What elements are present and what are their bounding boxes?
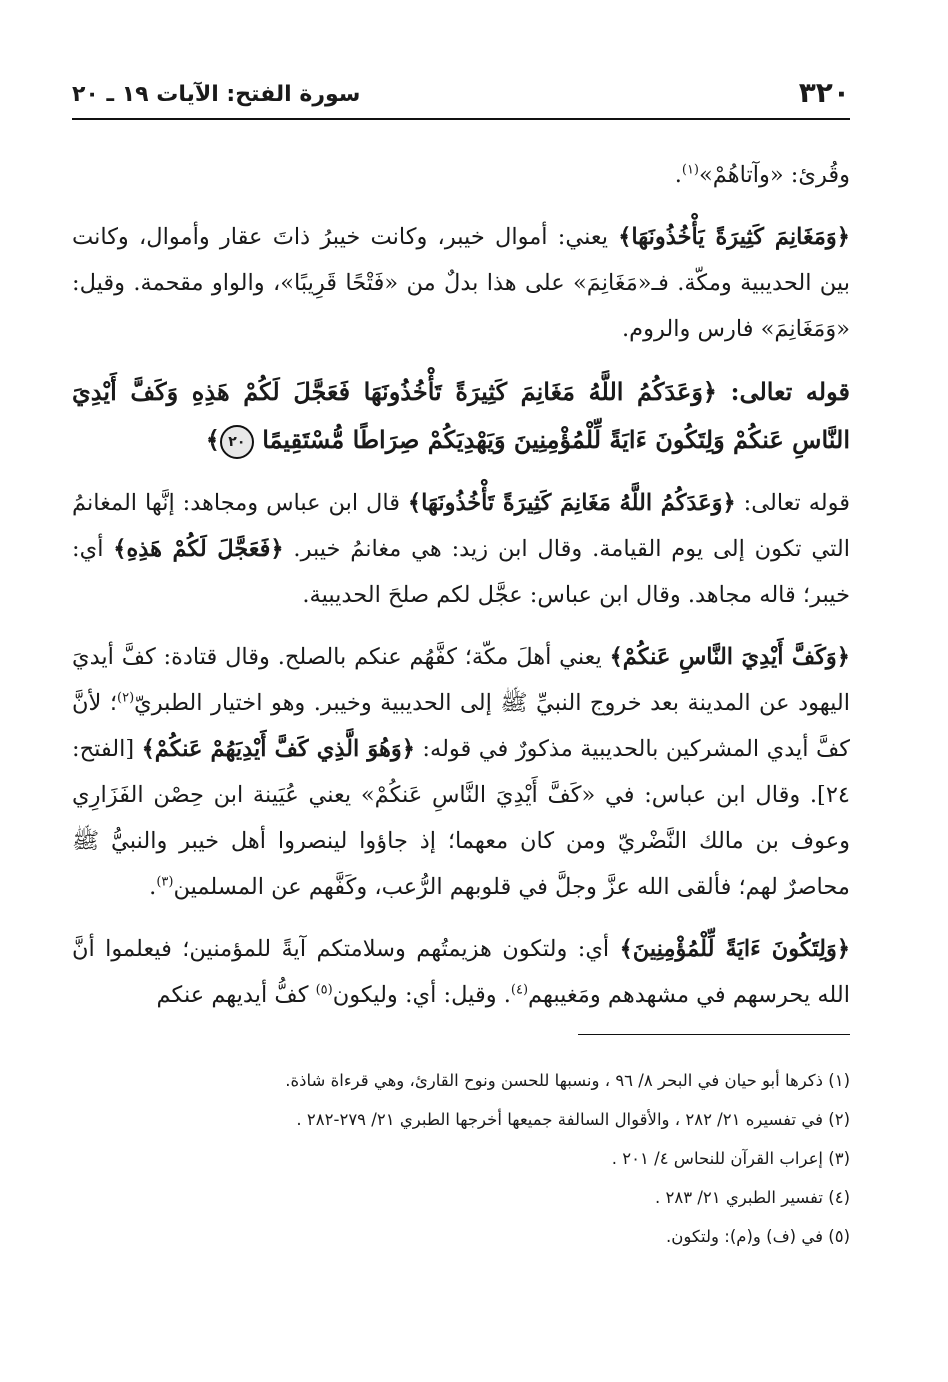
footnote-1: (١) ذكرها أبو حيان في البحر ٨/ ٩٦ ، ونسبها للحسن ونوح القارئ، وهي قرءاة شاذة. [285, 1071, 850, 1090]
footnote-2: (٢) في تفسيره ٢١/ ٢٨٢ ، والأقوال السالفة جميعها أخرجها الطبري ٢١/ ٢٧٩-٢٨٢ . [296, 1110, 850, 1129]
commentary-body [72, 152, 850, 1018]
verse-block: قوله تعالى: ﴿وَعَدَكُمُ اللَّهُ مَغَانِمَ كَثِيرَةً تَأْخُذُونَهَا فَعَجَّلَ لَكُمْ هَذِهِ وَكَفَّ أَيْدِيَ النَّاسِ عَنكُمْ وَلِتَكُونَ ءَايَةً لِّلْمُؤْمِنِينَ وَيَهْدِيَكُمْ صِرَاطًا مُّسْتَقِيمًا ٢٠﴾ [72, 368, 850, 464]
page-header [72, 70, 850, 120]
paragraph-sign: ﴿وَلِتَكُونَ ءَايَةً لِّلْمُؤْمِنِينَ﴾ أي: ولتكون هزيمتُهم وسلامتكم آيةً للمؤمنين؛ فيعلموا أنَّ الله يحرسهم في مشهدهم ومَغيبهم$^{(٤)}$. وقيل: أي: وليكون$^{(٥)}$ كفُّ أيديهم عنكم [72, 936, 851, 1008]
footnote-ref: (٣) [156, 874, 174, 890]
footnote-ref: (٤) [510, 982, 529, 998]
footnote-ref: (١) [681, 162, 699, 178]
quran-quote: ﴿وَهُوَ الَّذِي كَفَّ أَيْدِيَهُمْ عَنكُمْ﴾ [141, 736, 415, 762]
footnote-ref: (٥) [315, 982, 333, 998]
paragraph-maghanim: ﴿وَمَغَانِمَ كَثِيرَةً يَأْخُذُونَهَا﴾ يعني: أموال خيبر، وكانت خيبرُ ذاتَ عقار وأموال، وكانت بين الحديبية ومكّة. فـ«مَغَانِمَ» على هذا بدلٌ من «فَتْحًا قَرِيبًا»، والواو مقحمة. وقيل: «وَمَغَانِمَ» فارس والروم. [72, 224, 850, 342]
book-page [72, 70, 850, 1360]
verse-text: ﴿وَعَدَكُمُ اللَّهُ مَغَانِمَ كَثِيرَةً تَأْخُذُونَهَا فَعَجَّلَ لَكُمْ هَذِهِ وَكَفَّ أَيْدِيَ النَّاسِ عَنكُمْ وَلِتَكُونَ ءَايَةً لِّلْمُؤْمِنِينَ وَيَهْدِيَكُمْ صِرَاطًا مُّسْتَقِيمًا [72, 377, 850, 454]
footnote-ref: (٢) [117, 690, 135, 706]
paragraph-restrained-hands: ﴿وَكَفَّ أَيْدِيَ النَّاسِ عَنكُمْ﴾ يعني أهلَ مكّة؛ كفَّهُم عنكم بالصلح. وقال قتادة: كفَّ أيديَ اليهود عن المدينة بعد خروج النبيِّ ﷺ إلى الحديبية وخيبر. وهو اختيار الطبريّ$^{(٢)}$؛ لأنَّ كفَّ أيدي المشركين بالحديبية مذكورٌ في قوله: ﴿وَهُوَ الَّذِي كَفَّ أَيْدِيَهُمْ عَنكُمْ﴾ [الفتح: ٢٤]. وقال ابن عباس: في «كَفَّ أَيْدِيَ النَّاسِ عَنكُمْ» يعني عُيَينة ابن حِصْن الفَزَارِي وعوف بن مالك النَّضْريّ ومن كان معهما؛ إذ جاؤوا لينصروا أهل خيبر والنبيُّ ﷺ محاصرٌ لهم؛ فألقى الله عزَّ وجلَّ في قلوبهم الرُّعب، وكَفَّهم عن المسلمين$^{(٣)}$. [72, 644, 850, 900]
page-number: ٣٢٠ [798, 76, 850, 109]
verse-lead: قوله تعالى: [717, 377, 850, 406]
quran-quote: ﴿وَلِتَكُونَ ءَايَةً لِّلْمُؤْمِنِينَ﴾ [619, 936, 851, 962]
paragraph-reading: وقُرئ: «وآتاهُمْ»$^{(١)}$. [674, 162, 850, 188]
footnote-5: (٥) في (ف) و(م): ولتكون. [666, 1227, 850, 1246]
footnotes [72, 1061, 850, 1256]
quran-quote: ﴿وَكَفَّ أَيْدِيَ النَّاسِ عَنكُمْ﴾ [609, 644, 850, 670]
paragraph-promise: قوله تعالى: ﴿وَعَدَكُمُ اللَّهُ مَغَانِمَ كَثِيرَةً تَأْخُذُونَهَا﴾ قال ابن عباس ومجاهد: إنَّها المغانمُ التي تكون إلى يوم القيامة. وقال ابن زيد: هي مغانمُ خيبر. ﴿فَعَجَّلَ لَكُمْ هَذِهِ﴾ أي: خيبر؛ قاله مجاهد. وقال ابن عباس: عجَّل لكم صلحَ الحديبية. [72, 490, 851, 608]
footnote-3: (٣) إعراب القرآن للنحاس ٤/ ٢٠١ . [611, 1149, 850, 1168]
footnote-separator [578, 1034, 850, 1035]
quran-quote: ﴿فَعَجَّلَ لَكُمْ هَذِهِ﴾ [113, 536, 284, 562]
ayah-number-marker: ٢٠ [220, 425, 254, 459]
quran-quote: ﴿وَعَدَكُمُ اللَّهُ مَغَانِمَ كَثِيرَةً تَأْخُذُونَهَا﴾ [407, 490, 736, 516]
running-title: سورة الفتح: الآيات ١٩ ـ ٢٠ [72, 82, 361, 107]
footnote-4: (٤) تفسير الطبري ٢١/ ٢٨٣ . [654, 1188, 850, 1207]
quran-quote: ﴿وَمَغَانِمَ كَثِيرَةً يَأْخُذُونَهَا﴾ [618, 224, 850, 250]
